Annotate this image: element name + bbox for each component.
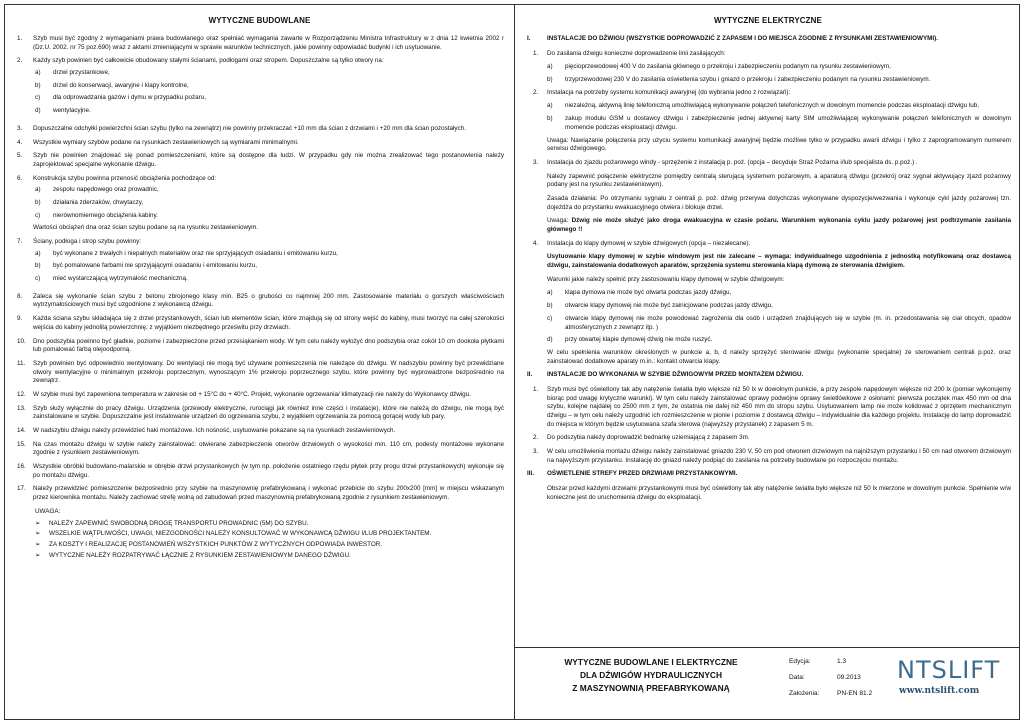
sub-letter: d) [35,107,41,115]
item-body: Każdy szyb powinien być całkowicie obudowany stałymi ścianami, podłogami oraz stropem. Dopuszczalne są tylko otwory na: [33,57,384,65]
sub-item [33,69,504,78]
sub-item [33,82,504,91]
sub-item [33,250,504,259]
date-label: Data: [789,674,805,682]
sub-text: trzyprzewodowej 230 V do zasilania oświetlenia szybu i gniazd o przekroju i zabezpieczeniu podanym na rysunku zestawieniowym. [565,76,931,84]
section-number: I. [527,35,531,43]
item-text [33,427,504,436]
paragraph: Zasada działania: Po otrzymaniu sygnału z centrali p. poż. dźwig przerywa dotychczas wykonywane dyspozycje/wezwania i wykonuje cykl jazdy pożarowej tzn. dojeżdża do przystanku ewakuacyjnego otwiera i blokuje drzwi. [547,194,1011,211]
item-number: 2. [17,57,23,65]
sub-text: przy otwartej klapie dymowej dźwig nie może ruszyć. [565,336,713,344]
sub-letter: a) [547,102,553,110]
company-logo [897,654,1005,714]
paragraph: Obszar przed każdymi drzwiami przystankowymi musi być oświetlony tak aby natężenie światła było większe niż 50 lx mierzone w dowolnym punkcie. Spełnienie w/w konieczne jest do uruchomienia dźwigu do eksploatacji. [547,485,1011,501]
item-body: Wszystkie wymiary szybów podane na rysunkach zestawieniowych są wymiarami minimalnymi. [33,138,299,146]
item-number: 1. [17,35,23,43]
item-body: Szyb nie powinien znajdować się ponad pomieszczeniami, które są dostępne dla ludzi. W przypadku gdy nie można zrealizować tego postanowienia należy zaprojektować specjalne wykonanie dźwigu. [33,152,504,168]
sub-item [33,212,504,221]
sub-letter: b) [547,302,553,310]
sub-item [547,289,1011,298]
item-number: 5. [17,152,23,160]
item-number: 3. [17,124,23,132]
sub-letter: d) [547,336,553,344]
item-body: Zaleca się wykonanie ścian szybu z betonu zbrojonego klasy min. B25 o grubości co najmniej 200 mm. Zastosowanie materiału o gorszych właściwościach wytrzymałościowych musi być uzgodnione z wykonawcą dźwigu. [33,292,504,309]
sub-letter: a) [35,69,41,77]
sub-text: wentylacyjne. [53,107,91,115]
sub-text: działania zderzaków, chwytaczy, [53,198,144,206]
section-heading [525,371,1011,380]
list-item [15,35,504,52]
sub-text: pięcioprzewodowej 400 V do zasilania głównego o przekroju i zabezpieczeniu podanym na rysunku zestawieniowym, [565,63,891,71]
sub-item [547,102,1011,111]
caution-item [35,552,504,561]
item-body: W nadszybiu dźwigu należy przewidzieć haki montażowe. Ich nośność, usytuowanie pokazane są na rysunkach zestawieniowych. [33,427,396,435]
caution-item [35,541,504,550]
item-text [33,405,504,422]
sub-letter: a) [35,249,41,257]
list-item [525,434,1011,443]
item-number: 4. [17,138,23,146]
bold-paragraph: Usytuowanie klapy dymowej w szybie windowym jest nie zalecane – wymaga: indywidualnego uzgodnienia z jednostką notyfikowaną oraz dostawcą dźwigu, zainstalowania dodatkowych aparatów, sprzężenia systemu sterowania klapą dymową ze sterowania dźwigiem. [547,253,1011,270]
item-number: 2. [533,434,539,442]
sub-item [547,115,1011,132]
section-title: INSTALACJE DO DŹWIGU (WSZYSTKIE DOPROWADZIĆ Z ZAPASEM I DO MIEJSCA ZGODNIE Z RYSUNKAMI ZESTAWIENIOWYMI). [547,35,938,43]
list-item [15,441,504,458]
basis-value: PN-EN 81.2 [837,690,873,698]
sub-text: dla odprowadzania gazów i dymu w przypadku pożaru, [53,94,206,102]
sub-item [33,262,504,271]
sub-text: drzwi przystankowe, [53,69,110,77]
building-guidelines-column [5,5,515,719]
caution-label: UWAGA: [35,507,61,515]
warning-paragraph [525,217,1011,234]
item-number: 9. [17,315,23,323]
item-number: 2. [533,88,539,96]
sub-letter: a) [547,63,553,71]
sub-item [547,302,1011,311]
item-number: 16. [17,463,26,471]
item-number: 1. [533,385,539,393]
list-item [15,463,504,480]
list-item [15,391,504,400]
sub-letter: a) [35,186,41,194]
list-item [15,57,504,119]
arrow-bullet-icon: ➢ [35,530,41,538]
sub-letter: c) [35,94,41,102]
sub-text: być pomalowane farbami nie sprzyjającymi osiadaniu i emitowaniu kurzu, [53,262,258,270]
item-text [33,485,504,502]
item-text [33,35,504,52]
arrow-bullet-icon: ➢ [35,540,41,548]
warning-label: Uwaga: [547,217,572,225]
item-number: 8. [17,292,23,300]
sub-text: otwarcie klapy dymowej nie może powodować zagrożenia dla osób i urządzeń znajdujących się w szybie (m. in. przedostawania się ciał obcych, opadów atmosferycznych z zewnątrz itp. ) [565,314,1011,331]
item-body: Szyb powinien być odpowiednio wentylowany. Do wentylacji nie mogą być używane pomieszczenia nie należące do dźwigu. W nadszybiu powinny być przewidziane otwory wentylacyjne o minimalnym przekroju poprzecznym, wynoszącym 1% przekroju poprzecznego szybu, które powinny być wyprowadzone bezpośrednio na zewnątrz. [33,359,504,385]
item-body: Wszystkie obróbki budowlano-malarskie w obrębie drzwi przystankowych (w tym np. położenie ostatniego rzędu płytek przy progu drzwi przystankowych) wykonuje się po montażu dźwigu. [33,463,504,479]
arrow-bullet-icon: ➢ [35,519,41,527]
item-body: Należy przewidzieć pomieszczenie bezpośrednio przy szybie na maszynownię prefabrykowaną i wykonać przebicie do szybu 200x200 [mm] w miejscu wskazanym przez kierownika montażu. Należy zachować strefę wolną od zabudowań przed maszynownią prefabrykowaną zgodnie z rysunkiem zestawieniowym. [33,485,504,502]
item-body: Konstrukcja szybu powinna przenosić obciążenia pochodzące od: [33,174,217,182]
list-item [15,360,504,386]
document-title-line: WYTYCZNE BUDOWLANE I ELEKTRYCZNE [564,657,738,667]
item-body: Na czas montażu dźwigu w szybie należy zainstalować: otwierane zabezpieczenie otworów drzwiowych o wysokości min. 110 cm, podesty montażowe wykonane zgodnie z rysunkiem zestawieniowym. [33,440,504,457]
sub-item [33,199,504,208]
caution-item [35,530,504,539]
item-body: Dno podszybia powinno być gładkie, poziome i zabezpieczone przed przesiąkaniem wody. W tym celu należy wyłożyć dno podszybia oraz cokół 10 cm dookoła płytkami lub pomalować farbą olejoodporną. [33,337,504,354]
sub-text: klapa dymowa nie może być otwarta podczas jazdy dźwigu, [565,289,732,297]
item-text [33,238,504,288]
date-row [789,670,909,686]
item-text [33,391,504,400]
section-title: OŚWIETLENIE STREFY PRZED DRZWIAMI PRZYSTANKOWYMI. [547,470,738,478]
item-number: 3. [533,158,539,166]
item-text [33,152,504,169]
sub-letter: b) [35,262,41,270]
item-text: Instalacja do zjazdu pożarowego windy - sprzężenie z instalacją p. poż. (opcja – decyduje Straż Pożarna i/lub specjalista ds. p.poż.) . [547,158,918,166]
caution-list [35,520,504,561]
sub-item [33,107,504,116]
item-text [33,125,504,134]
item-number: 15. [17,440,26,448]
item-number: 6. [17,174,23,182]
item-number: 3. [533,448,539,456]
item-text [33,175,504,233]
sub-text: otwarcie klapy dymowej nie może być zainicjowane podczas jazdy dźwigu, [565,302,773,310]
list-item [15,315,504,332]
building-guidelines-title: WYTYCZNE BUDOWLANE [208,16,311,25]
item-text [33,441,504,458]
item-text: Do podszybia należy doprowadzić bednarkę uziemiającą z zapasem 3m. [547,434,750,442]
item-text: Do zasilania dźwigu konieczne doprowadzenie linii zasilających: [547,49,726,57]
item-body: Każda ściana szybu składająca się z drzwi przystankowych, ścian lub elementów ścian, które znajdują się od strony wejść do kabiny, musi tworzyć na całej szerokości wejścia do kabiny jednolitą powierzchnię, z wyjątkiem niezbędnego prześwitu przy drzwiach. [33,315,504,331]
title-block [515,647,1019,719]
list-item [15,485,504,502]
sub-item [547,63,1011,72]
sub-letter: a) [547,289,553,297]
item-text [33,338,504,355]
section-number: II. [527,371,533,379]
logo-url: www.ntslift.com [899,686,980,697]
item-note: Wartości obciążeń dna oraz ścian szybu podane są na rysunku zestawieniowym. [33,224,259,232]
building-guidelines-list [15,35,504,503]
sub-item [33,186,504,195]
document-title-line: Z MASZYNOWNIĄ PREFABRYKOWANĄ [572,683,730,694]
list-item [15,238,504,288]
sub-letter: b) [35,81,41,89]
basis-label: Założenia: [789,690,820,698]
list-item [525,448,1011,465]
list-item [15,338,504,355]
item-number: 7. [17,238,23,246]
list-item [15,427,504,436]
item-number: 14. [17,427,26,435]
sub-letter: b) [547,76,553,84]
item-number: 10. [17,337,26,345]
sub-letter: c) [547,314,553,322]
basis-row [789,686,909,702]
sub-letter: b) [35,198,41,206]
item-text [33,57,504,119]
item-text [33,360,504,386]
caution-text: ZA KOSZTY I REALIZACJĘ POSTANOWIEŃ WSZYSTKICH PUNKTÓW Z WYTYCZNYCH ODPOWIADA INWESTOR. [49,540,383,548]
section-number: III. [527,470,534,478]
sub-text: drzwi do konserwacji, awaryjne i klapy kontrolne, [53,81,189,89]
warning-text: Dźwig nie może służyć jako droga ewakuacyjna w czasie pożaru. Warunkiem wykonania cyklu jazdy pożarowej jest podtrzymanie zasilania głównego !! [547,217,1011,234]
document-sheet [4,4,1020,720]
section-title: INSTALACJE DO WYKONANIA W SZYBIE DŹWIGOWYM PRZED MONTAŻEM DŹWIGU. [547,371,804,379]
caution-text: NALEŻY ZAPEWNIĆ SWOBODNĄ DROGĘ TRANSPORTU PROWADNIC (5M) DO SZYBU. [49,519,309,527]
paragraph: W celu spełnienia warunków określonych w punkcie a, b, d należy sprzężyć sterowanie dźwigu (wykonanie specjalne) ze sterowaniem centrali p.poż. oraz zainstalować dodatkowe aparaty m.in.: kontakt otwarcia klapy. [547,348,1011,365]
edition-row [789,654,909,670]
item-text [33,139,504,148]
document-title-line: DLA DŹWIGÓW HYDRAULICZNYCH [579,670,723,681]
list-item [525,50,1011,59]
logo-wordmark: NTSLIFT [897,656,1001,684]
list-item [15,125,504,134]
sub-text: być wykonane z trwałych i niepalnych materiałów oraz nie sprzyjających osiadaniu i emitowaniu kurzu, [53,249,338,257]
sub-text: mieć wystarczającą wytrzymałość mechaniczną. [53,275,188,283]
list-item [15,139,504,148]
note-paragraph: Uwaga: Nawiązanie połączenia przy użyciu systemu komunikacji awaryjnej będzie możliwe tylko w przypadku awarii dźwigu i tylko z zaprogramowanym numerem serwisu dźwigowego. [547,136,1011,153]
sub-item [547,76,1011,85]
item-body: Dopuszczalne odchyłki powierzchni ścian szybu (tylko na zewnątrz) nie powinny przekraczać +10 mm dla ścian z drzwiami i +20 mm dla ścian pozostałych. [33,124,466,132]
list-item [15,293,504,310]
list-item [525,89,1011,98]
item-number: 4. [533,239,539,247]
sub-item [547,336,1011,345]
list-item [525,240,1011,249]
section-heading [525,35,1011,44]
caution-text: WSZELKIE WĄTPLIWOŚCI, UWAGI, NIEZGODNOŚCI NALEŻY KONSULTOWAĆ W WYKONAWCĄ DŹWIGU I/LUB PROJEKTANTEM. [49,530,432,538]
date-value: 09.2013 [837,674,861,682]
caution-item [35,520,504,529]
sub-letter: c) [35,275,41,283]
item-text: Instalacja na potrzeby systemu komunikacji awaryjnej (do wybrania jedno z rozwiązań): [547,88,791,96]
document-metadata [789,654,909,702]
electrical-guidelines-column [515,5,1019,719]
item-number: 1. [533,49,539,57]
edition-label: Edycja: [789,658,811,666]
document-title [521,656,781,695]
sub-text: zespołu napędowego oraz prowadnic, [53,186,159,194]
list-item [525,159,1011,168]
sub-letter: b) [547,115,553,123]
item-body: Szyb służy wyłącznie do pracy dźwigu. Urządzenia (przewody elektryczne, rurociągi jak również inne części i instalacje), które nie należą do dźwigu, nie mogą być zainstalowane w szybie. Dopuszczalne jest instalowanie urządzeń do ogrzewania szybu, z wyjątkiem ogrzewania za pomocą gorącej wody lub pary. [33,404,504,421]
section-heading [525,470,1011,479]
sub-text: niezależną, aktywną linię telefoniczną umożliwiającą wykonywanie połączeń telefonicznych w dowolnym momencie podczas eksploatacji dźwigu lub, [565,102,980,110]
item-text: W celu umożliwienia montażu dźwigu należy zainstalować gniazdo 230 V, 50 cm pod otworem drzwiowym na najniższym przystanku i 50 cm nad otworem drzwiowym na najwyższym przystanku. Instalację do gniazd należy podpiąć do zasilania na potrzeby budowlane po rozpoczęciu montażu. [547,448,1011,464]
item-number: 11. [17,359,26,367]
electrical-guidelines-title: WYTYCZNE ELEKTRYCZNE [714,16,822,25]
sub-item [33,94,504,103]
paragraph: Należy zapewnić połączenie elektryczne pomiędzy centralą sterującą systemem pożarowym, a aparaturą dźwigu (przekrój oraz sygnał aktywujący zjazd pożarowy podany jest na rysunku zestawieniowym). [547,172,1011,189]
edition-value: 1.3 [837,658,847,666]
sub-text: zakup modułu GSM u dostawcy dźwigu i zabezpieczenie jednej aktywnej karty SIM umożliwiającej wykonywanie połączeń telefonicznych w dowolnym momencie podczas eksploatacji dźwigu. [565,115,1011,131]
item-text [33,463,504,480]
item-number: 12. [17,390,26,398]
sub-letter: c) [35,211,41,219]
sub-item [547,315,1011,332]
item-body: W szybie musi być zapewniona temperatura w zakresie od + 15°C do + 40°C. Projekt, wykonanie ogrzewania/ klimatyzacji nie należy do Wykonawcy dźwigu. [33,390,471,398]
paragraph: Warunki jakie należy spełnić przy zastosowaniu klapy dymowej w szybie dźwigowym: [547,275,785,283]
item-number: 17. [17,485,26,493]
item-body: Szyb musi być zgodny z wymaganiami prawa budowlanego oraz spełniać wymagania zawarte w Rozporządzeniu Ministra Infrastruktury w z dnia 12 kwietnia 2002 r (Dz.U. 2002. nr 75 poz.690) wraz z aktami zmieniającymi w sprawie warunków technicznych, jakie powinny odpowiadać budynki i ich usytuowanie. [33,35,504,51]
list-item [15,405,504,422]
list-item [15,175,504,233]
list-item [525,386,1011,429]
arrow-bullet-icon: ➢ [35,551,41,559]
item-text [33,315,504,332]
item-body: Ściany, podłoga i strop szybu powinny: [33,238,142,246]
caution-block [15,508,504,560]
sub-text: nierównomiernego obciążenia kabiny. [53,211,158,219]
list-item [15,152,504,169]
sub-item [33,275,504,284]
item-number: 13. [17,404,26,412]
item-text [33,293,504,310]
item-text: Instalacja do klapy dymowej w szybie dźwigowych (opcja – niezalecane). [547,239,751,247]
caution-text: WYTYCZNE NALEŻY ROZPATRYWAĆ ŁĄCZNIE Z RYSUNKIEM ZESTAWIENIOWYM DANEGO DŹWIGU. [49,551,351,559]
item-text: Szyb musi być oświetlony tak aby natężenie światła było większe niż 50 lx w dowolnym punkcie, a przy zespole napędowym większe niż 200 lx (pomiar wykonujemy biorąc pod uwagę krytyczne warunki). W tym celu należy zainstalować oprawy podwójne oprawy świetlówkowe z osłonami: pierwsza początek max 450 mm od dna szybu, kolejne najdalej co 2500 mm z tym, że ostatnia nie dalej niż 450 mm do stropu szybu. Usytuowaniem lamp nie może kolidować z oprzętem mechanicznym dźwigu – w tym celu należy uzgodnić ich rozmieszczenie w pionie i poziomie z dostawcą dźwigu – indywidualnie dla każdego projektu. Instalację do lamp doprowadzić do miejsca w którym będzie usytuowana szafa sterowa (najwyższy przystanek) z zapasem 5 m. [547,385,1011,428]
